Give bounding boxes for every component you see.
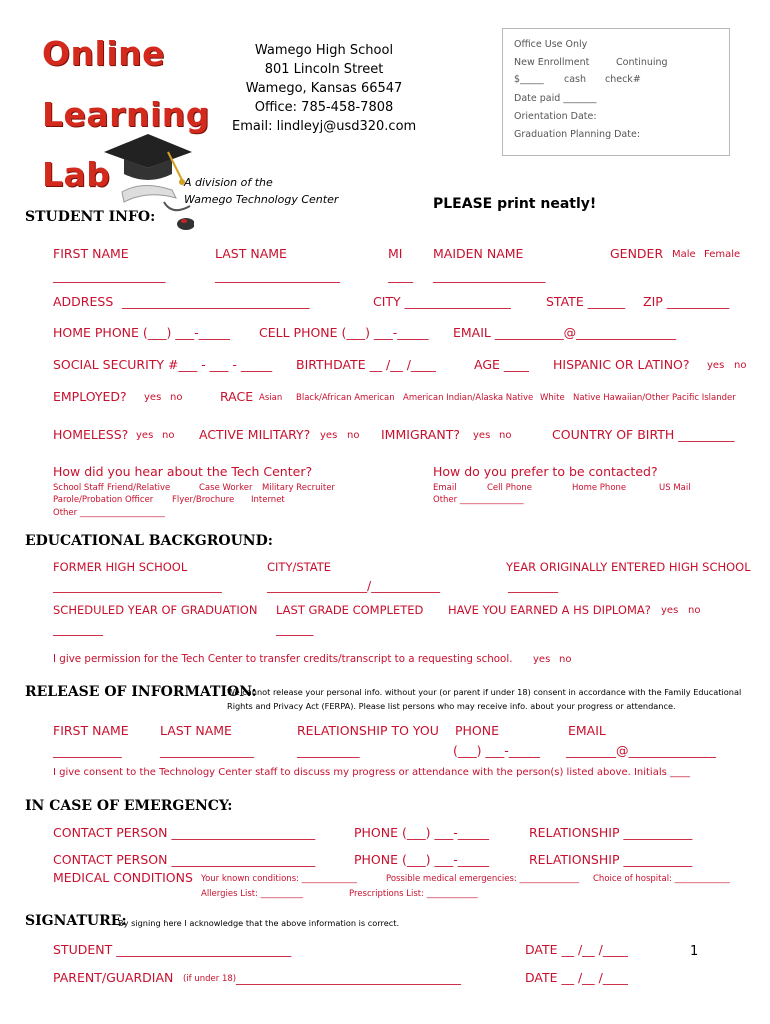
home-phone-field[interactable]: HOME PHONE (___) ___-_____ bbox=[53, 325, 230, 340]
office-cash: cash bbox=[564, 74, 587, 85]
grad-year-field[interactable]: ________ bbox=[53, 621, 103, 636]
logo-lab: Lab bbox=[42, 155, 111, 194]
immigrant-yes-option[interactable]: yes bbox=[473, 430, 491, 441]
hear-option-case-worker[interactable]: Case Worker bbox=[199, 483, 253, 493]
former-school-field[interactable]: ___________________________ bbox=[53, 578, 222, 593]
race-option-white[interactable]: White bbox=[540, 393, 565, 403]
gender-male-option[interactable]: Male bbox=[672, 249, 696, 260]
transfer-permission-text: I give permission for the Tech Center to transfer credits/transcript to a requesting school. bbox=[53, 653, 513, 665]
parent-under-18-note: (if under 18) bbox=[183, 974, 237, 984]
education-heading: EDUCATIONAL BACKGROUND: bbox=[25, 533, 273, 549]
emergency-phone-2-field[interactable]: PHONE (___) ___-_____ bbox=[354, 852, 489, 867]
mi-field[interactable]: ____ bbox=[388, 268, 413, 283]
known-conditions-field[interactable]: Your known conditions: _____________ bbox=[201, 874, 357, 884]
office-continuing: Continuing bbox=[616, 57, 668, 68]
contact-option-cell[interactable]: Cell Phone bbox=[487, 483, 532, 493]
first-name-label: FIRST NAME bbox=[53, 246, 129, 261]
school-address bbox=[232, 41, 416, 136]
contact-option-other[interactable]: Other _______________ bbox=[433, 495, 524, 505]
prescriptions-field[interactable]: Prescriptions List: ____________ bbox=[349, 889, 478, 899]
signature-note: By signing here I acknowledge that the above information is correct. bbox=[118, 918, 400, 928]
release-relationship-label: RELATIONSHIP TO YOU bbox=[297, 723, 439, 738]
release-note-2: Rights and Privacy Act (FERPA). Please list persons who may receive info. about your progress or attendance. bbox=[227, 701, 676, 711]
school-name: Wamego High School bbox=[254, 43, 394, 58]
homeless-label: HOMELESS? bbox=[53, 427, 129, 442]
school-office-phone: Office: 785-458-7808 bbox=[254, 100, 394, 115]
office-date-paid: Date paid _______ bbox=[514, 93, 597, 104]
office-use-title: Office Use Only bbox=[514, 39, 588, 50]
hear-option-internet[interactable]: Internet bbox=[251, 495, 285, 505]
immigrant-no-option[interactable]: no bbox=[499, 430, 512, 441]
city-state-field[interactable]: ________________/___________ bbox=[267, 578, 440, 593]
state-field[interactable]: STATE ______ bbox=[546, 294, 626, 309]
maiden-name-field[interactable]: __________________ bbox=[433, 268, 546, 283]
release-email-label: EMAIL bbox=[568, 723, 606, 738]
release-heading: RELEASE OF INFORMATION: bbox=[25, 684, 257, 700]
employed-yes-option[interactable]: yes bbox=[144, 392, 162, 403]
city-field[interactable]: CITY _________________ bbox=[373, 294, 511, 309]
hear-option-flyer[interactable]: Flyer/Brochure bbox=[172, 495, 235, 505]
release-phone-label: PHONE bbox=[455, 723, 500, 738]
country-of-birth-field[interactable]: COUNTRY OF BIRTH _________ bbox=[552, 427, 735, 442]
hear-option-friend[interactable]: Friend/Relative bbox=[107, 483, 171, 493]
last-name-field[interactable]: ____________________ bbox=[215, 268, 340, 283]
student-info-heading: STUDENT INFO: bbox=[25, 209, 156, 225]
hispanic-yes-option[interactable]: yes bbox=[707, 360, 725, 371]
emergency-contact-2-field[interactable]: CONTACT PERSON _______________________ bbox=[53, 852, 316, 867]
homeless-yes-option[interactable]: yes bbox=[136, 430, 154, 441]
emergency-contact-1-field[interactable]: CONTACT PERSON _______________________ bbox=[53, 825, 316, 840]
last-name-label: LAST NAME bbox=[215, 246, 287, 261]
parent-signature-field[interactable]: ____________________________________ bbox=[236, 970, 461, 985]
hear-option-parole[interactable]: Parole/Probation Officer bbox=[53, 495, 154, 505]
student-date-field[interactable]: DATE __ /__ /____ bbox=[525, 942, 628, 957]
birthdate-field[interactable]: BIRTHDATE __ /__ /____ bbox=[296, 357, 436, 372]
consent-text: I give consent to the Technology Center staff to discuss my progress or attendance with the person(s) listed above. Initials ____ bbox=[53, 767, 691, 778]
allergies-field[interactable]: Allergies List: __________ bbox=[201, 889, 304, 899]
release-last-name-label: LAST NAME bbox=[160, 723, 232, 738]
office-new-enrollment: New Enrollment bbox=[514, 57, 590, 68]
ssn-field[interactable]: SOCIAL SECURITY #___ - ___ - _____ bbox=[53, 357, 273, 372]
hear-option-school-staff[interactable]: School Staff bbox=[53, 483, 104, 493]
cell-phone-field[interactable]: CELL PHONE (___) ___-_____ bbox=[259, 325, 429, 340]
year-entered-label: YEAR ORIGINALLY ENTERED HIGH SCHOOL bbox=[506, 560, 751, 574]
maiden-name-label: MAIDEN NAME bbox=[433, 246, 524, 261]
parent-date-field[interactable]: DATE __ /__ /____ bbox=[525, 970, 628, 985]
race-label: RACE bbox=[220, 389, 254, 404]
contact-question: How do you prefer to be contacted? bbox=[433, 464, 658, 479]
emergency-relationship-2-field[interactable]: RELATIONSHIP ___________ bbox=[529, 852, 693, 867]
office-orientation: Orientation Date: bbox=[514, 111, 597, 122]
division-line-2: Wamego Technology Center bbox=[184, 193, 339, 206]
release-first-name-field[interactable]: ___________ bbox=[53, 743, 122, 758]
medical-conditions-label: MEDICAL CONDITIONS bbox=[53, 870, 193, 885]
diploma-yes-option[interactable]: yes bbox=[661, 605, 679, 616]
office-graduation: Graduation Planning Date: bbox=[514, 129, 641, 140]
release-email-field[interactable]: ________@______________ bbox=[566, 743, 716, 758]
office-use-box bbox=[502, 28, 730, 156]
signature-heading: SIGNATURE: bbox=[25, 913, 127, 929]
race-option-hawaiian[interactable]: Native Hawaiian/Other Pacific Islander bbox=[573, 393, 736, 403]
age-field[interactable]: AGE ____ bbox=[474, 357, 529, 372]
email-field[interactable]: EMAIL ___________@________________ bbox=[453, 325, 677, 340]
contact-option-home[interactable]: Home Phone bbox=[572, 483, 627, 493]
page-number: 1 bbox=[690, 944, 699, 959]
hear-option-other[interactable]: Other ____________________ bbox=[53, 508, 165, 518]
race-option-american-indian[interactable]: American Indian/Alaska Native bbox=[403, 393, 534, 403]
diploma-label: HAVE YOU EARNED A HS DIPLOMA? bbox=[448, 603, 651, 617]
release-relationship-field[interactable]: __________ bbox=[297, 743, 360, 758]
first-name-field[interactable]: __________________ bbox=[53, 268, 166, 283]
possible-emergencies-field[interactable]: Possible medical emergencies: ______________ bbox=[386, 874, 579, 884]
student-signature-field[interactable]: STUDENT ____________________________ bbox=[53, 942, 292, 957]
diploma-no-option[interactable]: no bbox=[688, 605, 701, 616]
year-entered-field[interactable]: ________ bbox=[508, 578, 558, 593]
parent-label: PARENT/GUARDIAN bbox=[53, 970, 174, 985]
gender-female-option[interactable]: Female bbox=[704, 249, 741, 260]
race-option-asian[interactable]: Asian bbox=[259, 393, 283, 403]
last-grade-label: LAST GRADE COMPLETED bbox=[276, 603, 424, 617]
military-yes-option[interactable]: yes bbox=[320, 430, 338, 441]
employed-no-option[interactable]: no bbox=[170, 392, 183, 403]
grad-year-label: SCHEDULED YEAR OF GRADUATION bbox=[53, 603, 258, 617]
employed-label: EMPLOYED? bbox=[53, 389, 127, 404]
emergency-relationship-1-field[interactable]: RELATIONSHIP ___________ bbox=[529, 825, 693, 840]
division-line-1: A division of the bbox=[184, 176, 273, 189]
last-grade-field[interactable]: ______ bbox=[276, 621, 314, 636]
emergency-phone-1-field[interactable]: PHONE (___) ___-_____ bbox=[354, 825, 489, 840]
contact-option-email[interactable]: Email bbox=[433, 483, 457, 493]
military-no-option[interactable]: no bbox=[347, 430, 360, 441]
city-state-label: CITY/STATE bbox=[267, 560, 332, 574]
gender-label: GENDER bbox=[610, 246, 664, 261]
mi-label: MI bbox=[388, 246, 403, 261]
race-option-black[interactable]: Black/African American bbox=[296, 393, 395, 403]
military-label: ACTIVE MILITARY? bbox=[199, 427, 311, 442]
release-last-name-field[interactable]: _______________ bbox=[160, 743, 254, 758]
release-first-name-label: FIRST NAME bbox=[53, 723, 129, 738]
release-note-1: We cannot release your personal info. without your (or parent if under 18) consent in accordance with the Family Educational bbox=[227, 687, 742, 697]
transfer-yes-option[interactable]: yes bbox=[533, 654, 551, 665]
address-field[interactable]: ______________________________ bbox=[122, 294, 310, 309]
contact-option-mail[interactable]: US Mail bbox=[659, 483, 691, 493]
logo-online: Online bbox=[42, 34, 166, 73]
print-neatly-notice: PLEASE print neatly! bbox=[433, 196, 597, 212]
office-fee: $_____ bbox=[514, 74, 544, 85]
school-street: 801 Lincoln Street bbox=[264, 62, 384, 77]
emergency-heading: IN CASE OF EMERGENCY: bbox=[25, 798, 233, 814]
hispanic-label: HISPANIC OR LATINO? bbox=[553, 357, 690, 372]
immigrant-label: IMMIGRANT? bbox=[381, 427, 460, 442]
hospital-choice-field[interactable]: Choice of hospital: _____________ bbox=[593, 874, 730, 884]
homeless-no-option[interactable]: no bbox=[162, 430, 175, 441]
release-phone-field[interactable]: (___) ___-_____ bbox=[453, 743, 540, 758]
former-school-label: FORMER HIGH SCHOOL bbox=[53, 560, 188, 574]
hear-option-military-recruiter[interactable]: Military Recruiter bbox=[262, 483, 335, 493]
hear-question: How did you hear about the Tech Center? bbox=[53, 464, 313, 479]
school-city: Wamego, Kansas 66547 bbox=[245, 81, 403, 96]
transfer-no-option[interactable]: no bbox=[559, 654, 572, 665]
logo-learning: Learning bbox=[42, 95, 210, 134]
school-email: Email: lindleyj@usd320.com bbox=[232, 119, 417, 134]
office-check: check# bbox=[605, 74, 641, 85]
zip-field[interactable]: ZIP __________ bbox=[643, 294, 730, 309]
address-label: ADDRESS bbox=[53, 294, 114, 309]
hispanic-no-option[interactable]: no bbox=[734, 360, 747, 371]
